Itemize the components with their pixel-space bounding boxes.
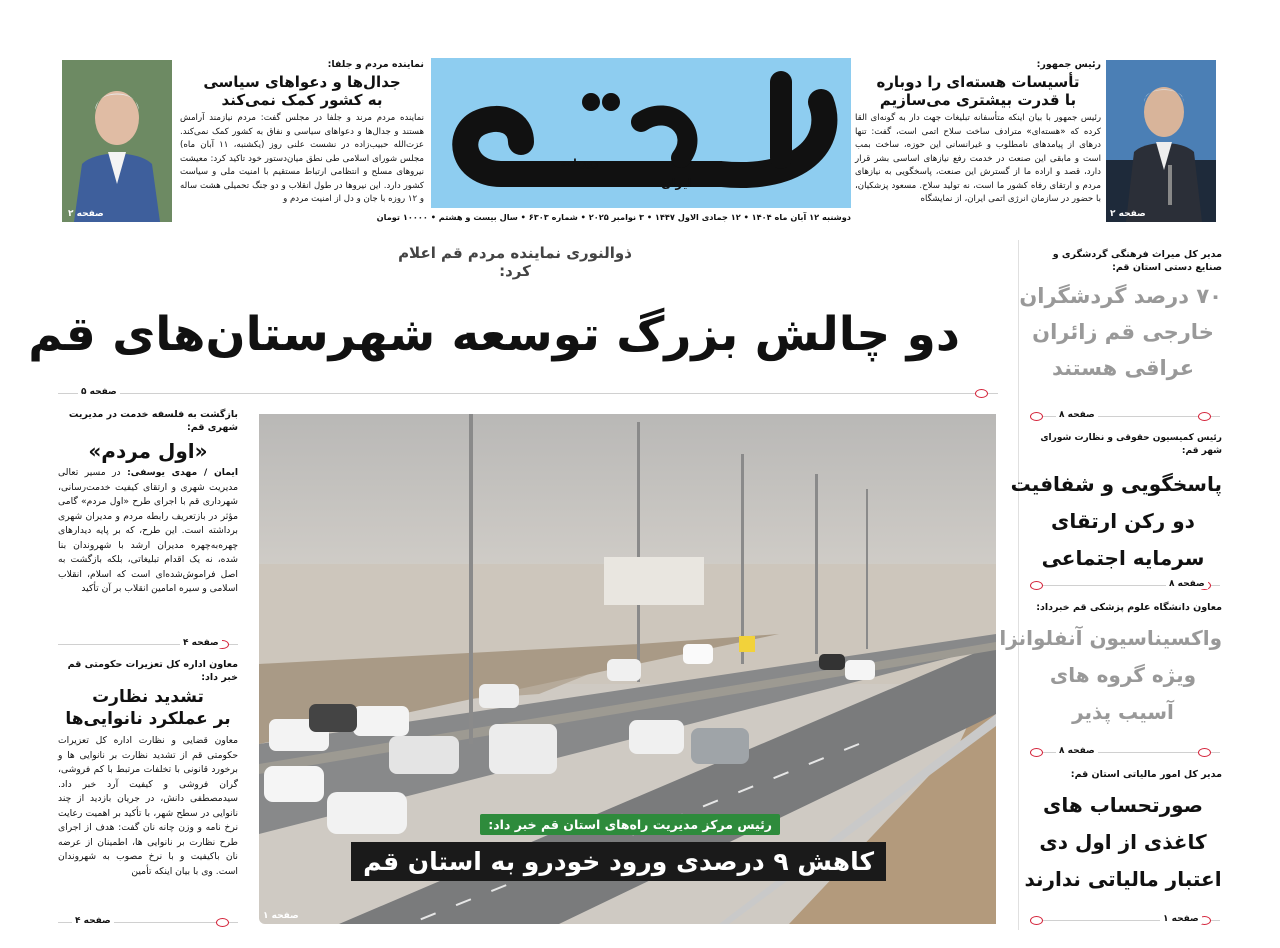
left-a1-body-text: در مسیر تعالی مدیریت شهری و ارتقای کیفیت خدمت‌رسانی، شهرداری قم با اجرای طرح «اول مردم» گامی مؤثر در بازتعریف رابطه مردم و مدیران شهری برداشته است. این طرح، که بر پایه دیدارهای چهره‌به‌چهره مدیران ارشد با شهروندان بنا شده، نه یک اقدام تبلیغاتی، بلکه بازگشت به اصل فراموش‌شده‌ای است که اسلام، انقلاب اسلامی و سیره امامین انقلاب بر آن تأکید <box>58 467 238 594</box>
top-right-body: رئیس جمهور با بیان اینکه متأسفانه تبلیغات جهت دار به گونه‌ای القا کرده که «هسته‌ای» مترادف ساخت سلاح اتمی است، گفت: تنها درهای از پیامدهای نامطلوب و غیرانسانی این حوزه، ساخت بمب است و مابقی این صنعت در خدمت رفع نیازهای اساسی بشر قرار دارد، قصد و اراده ما از گسترش این صنعت، پاسخگویی به نیازهای مردم و ارتقای رفاه کشور ما است، نه تولید سلاح. مسعود پزشکیان، با حضور در سازمان انرژی اتمی ایران، از نمایشگاه <box>855 113 1101 204</box>
light-pole <box>741 454 744 664</box>
right-s2-kicker: رئیس کمیسیون حقوقی و نظارت شورای شهر قم: <box>1040 433 1222 456</box>
masthead-logo <box>441 62 841 210</box>
logo-dot-1 <box>582 93 600 111</box>
logo-stroke-ya <box>641 115 687 158</box>
sign <box>739 636 755 652</box>
main-divider-ornament <box>975 389 988 398</box>
photo-caption-kicker-text: رئیس مرکز مدیریت راه‌های استان قم خبر داد: <box>488 817 772 832</box>
car <box>845 660 875 680</box>
left-a2-page[interactable]: صفحه ۴ <box>72 916 114 926</box>
left-a1-body <box>58 466 238 616</box>
top-left-page[interactable]: صفحه ۲ <box>68 209 104 219</box>
right-divider-1-ornament-l <box>1030 412 1043 421</box>
left-column <box>58 408 238 616</box>
main-photo <box>259 414 996 924</box>
right-divider-3-ornament-l <box>1030 748 1043 757</box>
mp-portrait <box>62 60 172 222</box>
left-a1-page[interactable]: صفحه ۴ <box>180 638 222 648</box>
car <box>489 724 557 774</box>
right-s3-l1[interactable]: واکسیناسیون آنفلوانزا <box>999 626 1222 650</box>
car <box>479 684 519 708</box>
billboard <box>604 557 704 605</box>
top-right-title-2[interactable]: با قدرت بیشتری می‌سازیم <box>879 91 1077 109</box>
top-left-title-1[interactable]: جدال‌ها و دعواهای سیاسی <box>203 73 401 91</box>
top-left-body: نماینده مردم مرند و جلفا در مجلس گفت: مردم نیازمند آرامش هستند و جدال‌ها و دعواهای سیاسی و نفاق به کشور کمک نمی‌کند. عزت‌الله حبیب‌زاده در نشست علنی روز (یکشنبه، ۱۱ آبان ماه) مجلس شورای اسلامی طی نطق میان‌دستور خود تاکید کرد: معیشت نیروهای مسلح و انتظامی ارتباط مستقیم با امنیت ملی و سیاست کشور دارد. این نیروها در طول انقلاب و دو جنگ تحمیلی هشت ساله و ۱۲ روزه با جان و دل از امنیت مردم و <box>180 113 425 204</box>
main-page[interactable]: صفحه ۵ <box>78 387 120 397</box>
photo-caption-kicker <box>480 814 780 835</box>
right-divider-2-ornament-l <box>1030 581 1043 590</box>
dateline <box>376 208 851 226</box>
main-kicker: ذوالنوری نماینده مردم قم اعلام کرد: <box>398 244 632 280</box>
top-left-title-2[interactable]: به کشور کمک نمی‌کند <box>221 91 383 109</box>
left-a2-title-1[interactable]: تشدید نظارت <box>92 687 204 707</box>
right-s4-kicker: مدیر کل امور مالیاتی استان قم: <box>1070 769 1222 780</box>
car <box>327 792 407 834</box>
right-divider-4-ornament-l <box>1030 916 1043 925</box>
right-s1-kicker: مدیر کل میراث فرهنگی گردشگری و صنایع دستی استان قم: <box>1052 249 1222 273</box>
right-story-3 <box>999 601 1222 731</box>
top-left-photo <box>62 60 172 222</box>
right-s3-l3[interactable]: آسیب پذیر <box>1072 700 1174 724</box>
right-column-border <box>1018 240 1019 930</box>
portrait-mic <box>1168 165 1172 205</box>
right-s4-l3[interactable]: اعتبار مالیاتی ندارند <box>1024 867 1222 891</box>
masthead-logo-sub: روزنامه <box>561 158 599 169</box>
left-article-2 <box>58 658 238 904</box>
photo-page[interactable]: صفحه ۱ <box>263 911 299 921</box>
car <box>353 706 409 736</box>
left-a1-title[interactable]: «اول مردم» <box>88 439 208 463</box>
top-right-article <box>855 58 1101 222</box>
president-portrait <box>1106 60 1216 222</box>
top-left-kicker: نماینده مردم و جلفا: <box>327 59 424 70</box>
car <box>607 659 641 681</box>
right-s2-l3[interactable]: سرمایه اجتماعی <box>1041 546 1205 570</box>
right-divider-3-ornament-r <box>1198 748 1211 757</box>
right-s4-page[interactable]: صفحه ۱ <box>1160 914 1202 924</box>
left-a2-body: معاون قضایی و نظارت اداره کل تعزیرات حکومتی قم از تشدید نظارت بر نانوایی ها و برخورد قانونی با تخلفات مرتبط با کم فروشی، گران فروشی و کیفیت آرد خبر داد. سیدمصطفی دانش، در جریان بازدید از چند نانوایی در سطح شهر، با تأکید بر اهمیت رعایت نرخ نامه و وزن چانه نان گفت: هدف از اجرای طرح نظارت بر نانوایی ها، اطمینان از عرضه نان باکیفیت و با نرخ مصوب به شهروندان است. وی با بیان اینکه تأمین <box>58 735 238 877</box>
right-s3-l2[interactable]: ویژه گروه های <box>1049 663 1197 687</box>
car <box>691 728 749 764</box>
portrait-head <box>95 91 139 145</box>
right-s3-page[interactable]: صفحه ۸ <box>1056 746 1098 756</box>
top-left-article <box>180 58 424 222</box>
light-pole <box>815 474 818 654</box>
right-s4-l2[interactable]: کاغذی از اول دی <box>1039 830 1207 854</box>
right-s3-kicker: معاون دانشگاه علوم پزشکی قم خبرداد: <box>1036 602 1222 613</box>
top-right-page[interactable]: صفحه ۲ <box>1110 209 1146 219</box>
logo-dot-2 <box>602 93 620 111</box>
right-story-2 <box>1010 432 1222 577</box>
light-pole <box>637 422 640 682</box>
car <box>683 644 713 664</box>
left-a1-byline: ایمان / مهدی یوسفی: <box>127 467 238 478</box>
top-right-kicker: رئیس جمهور: <box>1036 59 1101 70</box>
right-s1-l1[interactable]: ۷۰ درصد گردشگران <box>1019 284 1222 308</box>
right-s1-page[interactable]: صفحه ۸ <box>1056 410 1098 420</box>
left-a2-kicker: معاون اداره کل تعزیرات حکومتی قم خبر داد: <box>67 659 238 683</box>
car <box>264 766 324 802</box>
left-a1-kicker: بازگشت به فلسفه خدمت در مدیریت شهری قم: <box>68 409 238 433</box>
light-pole <box>866 489 868 649</box>
left-a2-title-2[interactable]: بر عملکرد نانوایی‌ها <box>65 709 231 729</box>
top-right-photo <box>1106 60 1216 222</box>
right-s1-l2[interactable]: خارجی قم زائران <box>1032 320 1214 344</box>
left-divider-2-ornament <box>216 918 229 927</box>
right-s4-l1[interactable]: صورتحساب های <box>1043 793 1203 817</box>
car <box>819 654 845 670</box>
light-pole <box>469 414 473 744</box>
right-s2-page[interactable]: صفحه ۸ <box>1166 579 1208 589</box>
photo-caption-title[interactable] <box>351 842 886 881</box>
right-s2-l1[interactable]: پاسخگویی و شفافیت <box>1010 472 1222 496</box>
dateline-text: دوشنبه ۱۲ آبان ماه ۱۴۰۴ • ۱۲ جمادی الاول ۱۴۴۷ • ۳ نوامبر ۲۰۲۵ • شماره ۶۳۰۳ • سال بیست و هشتم • ۱۰۰۰۰ تومان <box>376 212 851 222</box>
top-right-title-1[interactable]: تأسیسات هسته‌ای را دوباره <box>876 73 1080 91</box>
right-s1-l3[interactable]: عراقی هستند <box>1051 356 1195 380</box>
car <box>629 720 684 754</box>
main-headline[interactable]: دو چالش بزرگ توسعه شهرستان‌های قم <box>28 307 960 362</box>
right-divider-1-ornament-r <box>1198 412 1211 421</box>
right-s2-l2[interactable]: دو رکن ارتقای <box>1051 509 1195 533</box>
car <box>309 704 357 732</box>
car <box>389 736 459 774</box>
masthead-logo-text: ایران <box>661 176 692 190</box>
portrait-head <box>1144 87 1184 137</box>
right-story-4 <box>1024 768 1222 898</box>
photo-caption-title-text: کاهش ۹ درصدی ورود خودرو به استان قم <box>363 847 874 876</box>
masthead <box>376 58 851 226</box>
main-divider <box>58 393 998 394</box>
right-story-1 <box>1019 248 1222 386</box>
